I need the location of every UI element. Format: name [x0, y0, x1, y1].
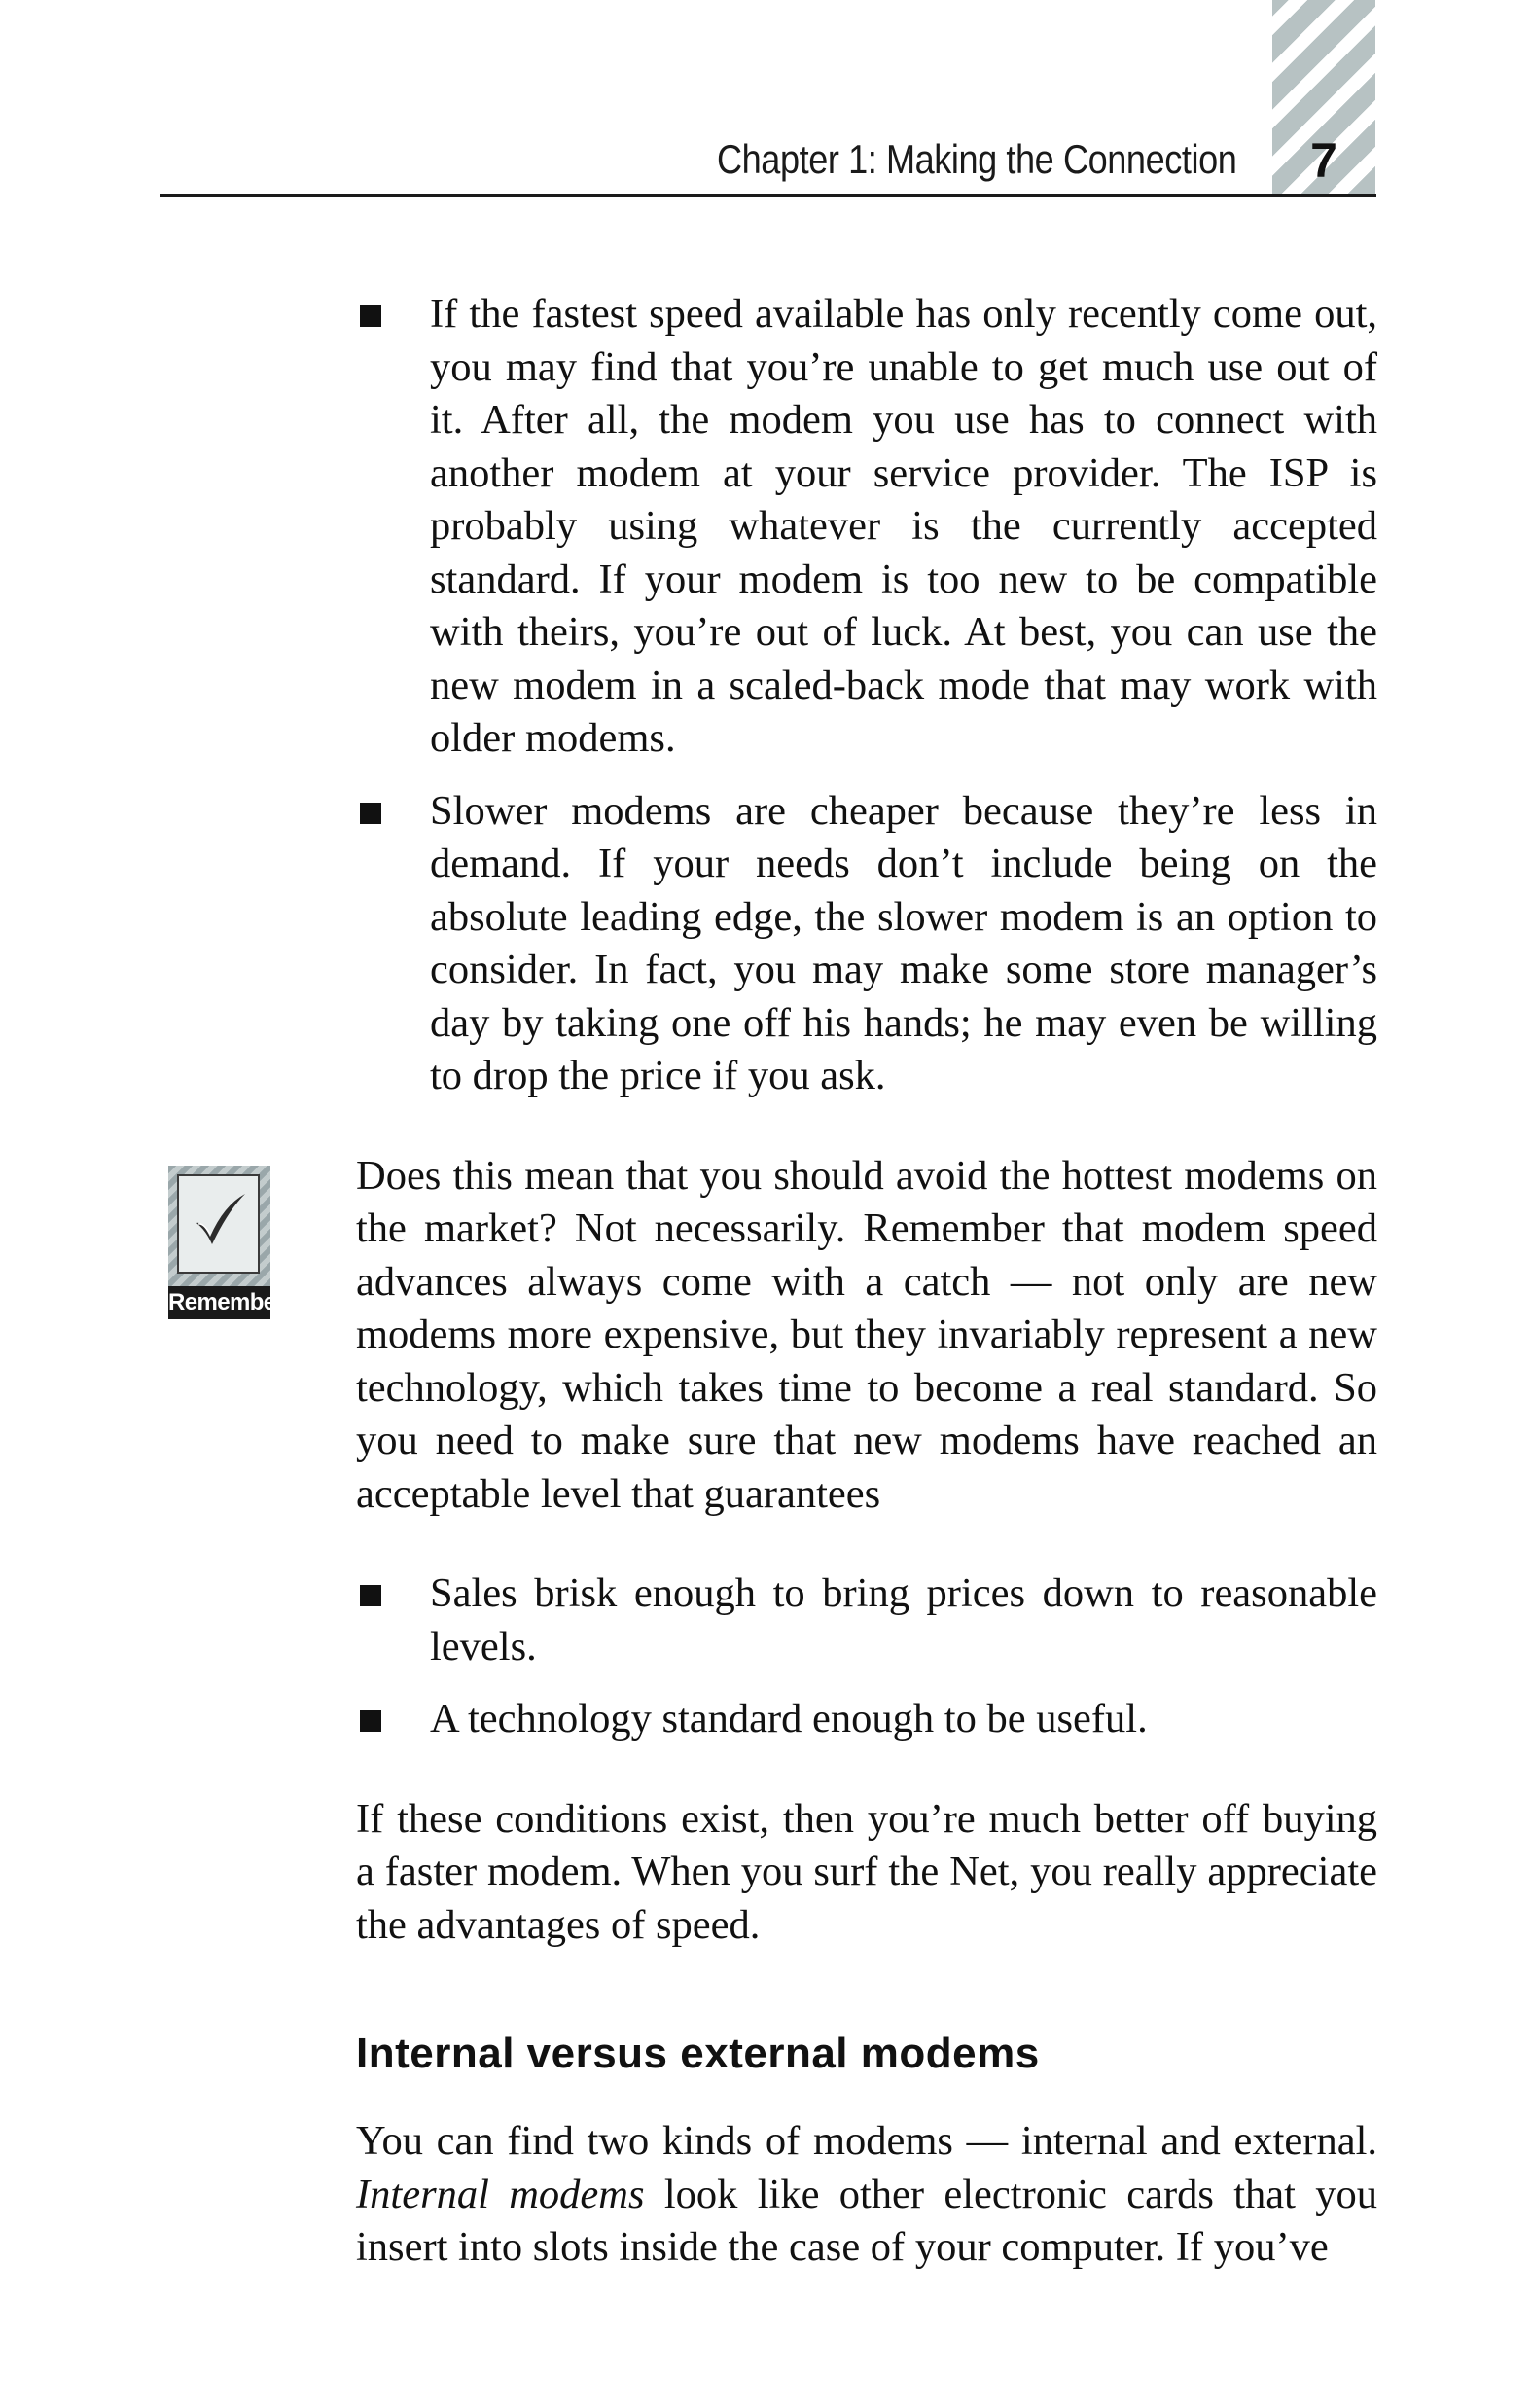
header-rule — [160, 194, 1376, 197]
square-bullet-icon — [360, 305, 381, 327]
paragraph-conditions: If these conditions exist, then you’re much better off buying a faster modem. When you surf the Net, you really appreciate the advantages of speed. — [356, 1795, 1377, 1948]
page-number: 7 — [1310, 133, 1337, 188]
section-intro-italic: Internal modems — [356, 2171, 645, 2217]
list-item-text: If the fastest speed available has only recently come out, you may find that you’re unable to get much use out of it. After all, the modem you use has to connect with another modem at your service provider. The ISP is probably using whatever is the currently accepted standard. If your modem is too new to be compatible with theirs, you’re out of luck. At best, you can use the new modem in a scaled-back mode that may work with older modems. — [430, 291, 1377, 761]
section-intro — [356, 2115, 1377, 2275]
section-heading: Internal versus external modems — [356, 2030, 1040, 2077]
running-header — [0, 0, 1532, 204]
list-item — [356, 288, 1377, 766]
remember-icon-panel — [177, 1174, 260, 1274]
paragraph-remember: Does this mean that you should avoid the hottest modems on the market? Not necessarily. Remember that modem speed advances always come with a catch — not only are new modems more expensive, but they invariably represent a new technology, which takes time to become a real standard. So you need to make sure that new modems have reached an acceptable level that guarantees — [356, 1152, 1377, 1517]
list-item — [356, 1567, 1377, 1673]
list-item — [356, 785, 1377, 1103]
bullet-list-middle — [356, 1567, 1377, 1746]
list-item — [356, 1693, 1377, 1746]
list-item-text: Slower modems are cheaper because they’re less in demand. If your needs don’t include being on the absolute leading edge, the slower modem is an option to consider. In fact, you may make some store manager’s day by taking one off his hands; he may even be willing to drop the price if you ask. — [430, 787, 1377, 1098]
square-bullet-icon — [360, 1710, 381, 1732]
bullet-list-top — [356, 288, 1377, 1103]
page-content — [356, 288, 1377, 2275]
chapter-title: Chapter 1: Making the Connection — [716, 136, 1236, 182]
section-intro-part2: look like other electronic cards that you insert into slots inside the case of your computer. If you’ve — [356, 2171, 1377, 2270]
section-intro-part1: You can find two kinds of modems — internal and external. — [356, 2118, 1377, 2164]
remember-icon-frame — [168, 1166, 270, 1286]
checkmark-icon — [191, 1188, 249, 1250]
list-item-text: A technology standard enough to be useful. — [430, 1696, 1148, 1742]
square-bullet-icon — [360, 1585, 381, 1606]
square-bullet-icon — [360, 803, 381, 824]
list-item-text: Sales brisk enough to bring prices down to reasonable levels. — [430, 1570, 1377, 1670]
remember-label: Remember — [168, 1286, 270, 1319]
remember-icon — [168, 1166, 285, 1321]
